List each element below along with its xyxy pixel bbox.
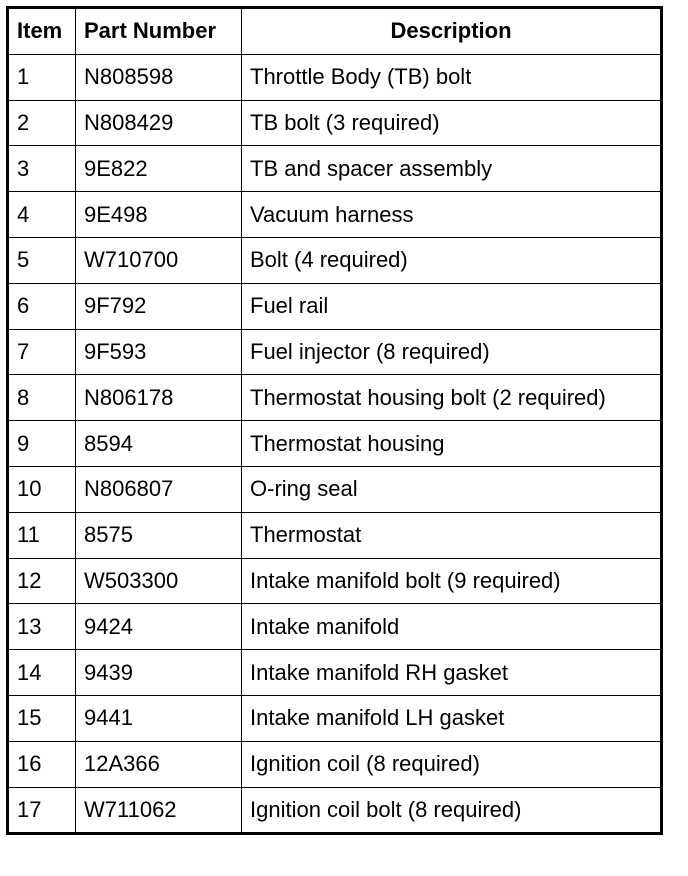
table-row xyxy=(8,54,662,100)
item-cell: 2 xyxy=(8,100,76,146)
description-cell: Vacuum harness xyxy=(242,192,662,238)
part-number-cell: 8594 xyxy=(76,421,242,467)
table-row xyxy=(8,695,662,741)
table-row xyxy=(8,741,662,787)
item-cell: 8 xyxy=(8,375,76,421)
description-cell: Fuel injector (8 required) xyxy=(242,329,662,375)
item-cell: 14 xyxy=(8,650,76,696)
item-cell: 6 xyxy=(8,283,76,329)
description-cell: Fuel rail xyxy=(242,283,662,329)
description-cell: Bolt (4 required) xyxy=(242,237,662,283)
table-body xyxy=(8,54,662,834)
part-number-cell: 8575 xyxy=(76,512,242,558)
part-number-cell: W503300 xyxy=(76,558,242,604)
table-row xyxy=(8,787,662,834)
part-number-cell: 9441 xyxy=(76,695,242,741)
parts-table xyxy=(6,6,663,835)
header-description: Description xyxy=(242,8,662,55)
part-number-cell: 9E822 xyxy=(76,146,242,192)
item-cell: 16 xyxy=(8,741,76,787)
item-cell: 7 xyxy=(8,329,76,375)
part-number-cell: N806807 xyxy=(76,466,242,512)
part-number-cell: 9424 xyxy=(76,604,242,650)
table-row xyxy=(8,329,662,375)
item-cell: 13 xyxy=(8,604,76,650)
description-cell: Ignition coil bolt (8 required) xyxy=(242,787,662,834)
part-number-cell: W710700 xyxy=(76,237,242,283)
table-row xyxy=(8,237,662,283)
item-cell: 9 xyxy=(8,421,76,467)
description-cell: O-ring seal xyxy=(242,466,662,512)
part-number-cell: N808429 xyxy=(76,100,242,146)
item-cell: 3 xyxy=(8,146,76,192)
table-row xyxy=(8,512,662,558)
table-row xyxy=(8,421,662,467)
description-cell: Intake manifold bolt (9 required) xyxy=(242,558,662,604)
description-cell: Throttle Body (TB) bolt xyxy=(242,54,662,100)
table-row xyxy=(8,466,662,512)
table-row xyxy=(8,283,662,329)
item-cell: 12 xyxy=(8,558,76,604)
description-cell: TB bolt (3 required) xyxy=(242,100,662,146)
part-number-cell: N806178 xyxy=(76,375,242,421)
description-cell: Ignition coil (8 required) xyxy=(242,741,662,787)
header-part-number: Part Number xyxy=(76,8,242,55)
description-cell: TB and spacer assembly xyxy=(242,146,662,192)
item-cell: 17 xyxy=(8,787,76,834)
header-row xyxy=(8,8,662,55)
part-number-cell: 9439 xyxy=(76,650,242,696)
description-cell: Thermostat housing bolt (2 required) xyxy=(242,375,662,421)
part-number-cell: N808598 xyxy=(76,54,242,100)
item-cell: 4 xyxy=(8,192,76,238)
part-number-cell: W711062 xyxy=(76,787,242,834)
header-item: Item xyxy=(8,8,76,55)
table-row xyxy=(8,146,662,192)
part-number-cell: 9E498 xyxy=(76,192,242,238)
part-number-cell: 9F792 xyxy=(76,283,242,329)
item-cell: 1 xyxy=(8,54,76,100)
part-number-cell: 9F593 xyxy=(76,329,242,375)
table-row xyxy=(8,558,662,604)
item-cell: 15 xyxy=(8,695,76,741)
item-cell: 10 xyxy=(8,466,76,512)
description-cell: Intake manifold RH gasket xyxy=(242,650,662,696)
description-cell: Intake manifold xyxy=(242,604,662,650)
table-row xyxy=(8,375,662,421)
table-row xyxy=(8,192,662,238)
part-number-cell: 12A366 xyxy=(76,741,242,787)
table-row xyxy=(8,604,662,650)
description-cell: Thermostat housing xyxy=(242,421,662,467)
table-row xyxy=(8,100,662,146)
table-row xyxy=(8,650,662,696)
description-cell: Intake manifold LH gasket xyxy=(242,695,662,741)
item-cell: 5 xyxy=(8,237,76,283)
description-cell: Thermostat xyxy=(242,512,662,558)
item-cell: 11 xyxy=(8,512,76,558)
table-header xyxy=(8,8,662,55)
